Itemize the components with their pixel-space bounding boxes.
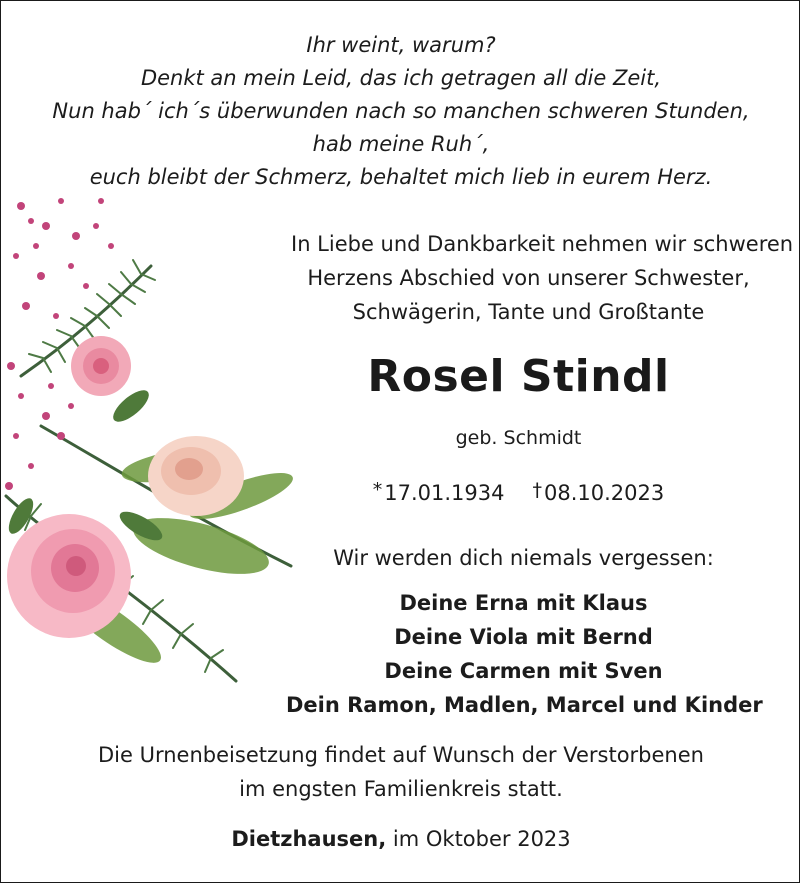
place-name: Dietzhausen, bbox=[231, 827, 387, 851]
mourners-list bbox=[286, 586, 761, 722]
birth-star-icon: * bbox=[372, 479, 383, 501]
poem-line-5: euch bleibt der Schmerz, behaltet mich lieb in eurem Herz. bbox=[89, 165, 713, 189]
death-date: 08.10.2023 bbox=[544, 481, 665, 505]
mourner-item: Deine Viola mit Bernd bbox=[394, 625, 653, 649]
mourner-item: Deine Carmen mit Sven bbox=[384, 659, 663, 683]
mourner-item: Deine Erna mit Klaus bbox=[399, 591, 648, 615]
life-dates bbox=[281, 479, 756, 505]
intro-line-2: Herzens Abschied von unserer Schwester, bbox=[307, 266, 750, 290]
deceased-name: Rosel Stindl bbox=[367, 351, 670, 402]
poem-line-3: Nun hab´ ich´s überwunden nach so manchen schweren Stunden, bbox=[52, 99, 750, 123]
funeral-note bbox=[1, 738, 800, 806]
poem-line-2: Denkt an mein Leid, das ich getragen all die Zeit, bbox=[140, 66, 662, 90]
funeral-note-line-2: im engsten Familienkreis statt. bbox=[239, 777, 563, 801]
intro-line-1: In Liebe und Dankbarkeit nehmen wir schweren bbox=[291, 232, 794, 256]
funeral-note-line-1: Die Urnenbeisetzung findet auf Wunsch der Verstorbenen bbox=[98, 743, 704, 767]
cream-rose-graphic bbox=[148, 436, 244, 516]
birth-name: geb. Schmidt bbox=[455, 427, 582, 449]
intro-text bbox=[291, 227, 794, 329]
birth-date: 17.01.1934 bbox=[384, 481, 505, 505]
farewell-line: Wir werden dich niemals vergessen: bbox=[333, 546, 714, 570]
intro-line-3: Schwägerin, Tante und Großtante bbox=[352, 300, 705, 324]
place-and-date bbox=[1, 827, 800, 851]
poem-line-1: Ihr weint, warum? bbox=[306, 33, 496, 57]
death-cross-icon: † bbox=[532, 479, 542, 501]
flower-bouquet-image bbox=[1, 166, 311, 726]
large-pink-rose-graphic bbox=[7, 514, 131, 638]
mourner-item: Dein Ramon, Madlen, Marcel und Kinder bbox=[286, 693, 763, 717]
place-date: im Oktober 2023 bbox=[392, 827, 571, 851]
poem-line-4: hab meine Ruh´, bbox=[312, 132, 490, 156]
pink-rose-graphic bbox=[71, 336, 131, 396]
poem bbox=[1, 29, 800, 194]
